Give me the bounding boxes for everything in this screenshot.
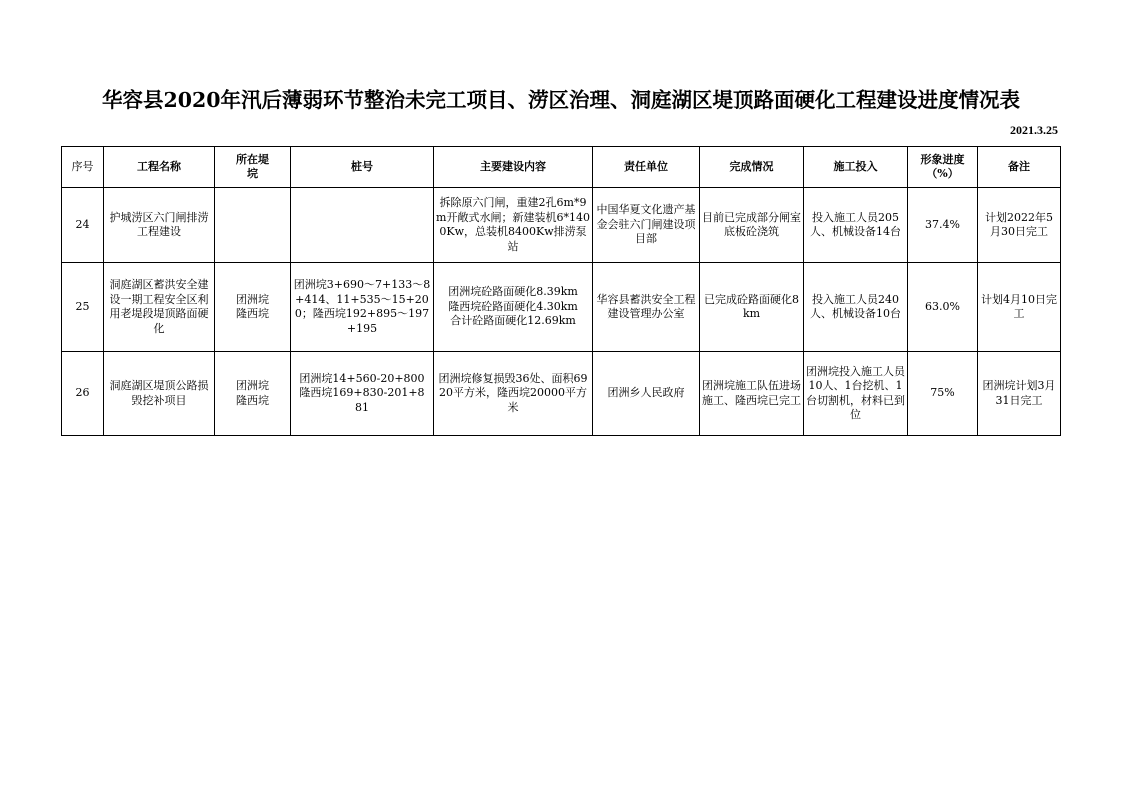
cell-name: 洞庭湖区堤顶公路损毁挖补项目 (104, 352, 215, 436)
cell-stake: 团洲垸3+690～7+133～8+414、11+535～15+200；隆西垸192+895～197+195 (291, 263, 434, 352)
cell-stake: 团洲垸14+560-20+800隆西垸169+830-201+881 (291, 352, 434, 436)
table-row (62, 188, 1061, 263)
cell-unit: 中国华夏文化遗产基金会驻六门闸建设项目部 (593, 188, 700, 263)
table-header-row (62, 147, 1061, 188)
cell-embankment: 团洲垸隆西垸 (215, 263, 291, 352)
header-remark: 备注 (978, 147, 1061, 188)
page-title: 华容县2020年汛后薄弱环节整治未完工项目、涝区治理、洞庭湖区堤顶路面硬化工程建设进度情况表 (101, 88, 1021, 112)
cell-status: 团洲垸施工队伍进场施工、隆西垸已完工 (700, 352, 804, 436)
cell-input: 团洲垸投入施工人员10人、1台挖机、1台切割机，材料已到位 (804, 352, 908, 436)
cell-remark: 团洲垸计划3月31日完工 (978, 352, 1061, 436)
cell-progress: 63.0% (908, 263, 978, 352)
cell-content: 拆除原六门闸，重建2孔6m*9m开敞式水闸；新建装机6*1400Kw，总装机8400Kw排涝泵站 (434, 188, 593, 263)
cell-stake (291, 188, 434, 263)
header-content: 主要建设内容 (434, 147, 593, 188)
cell-input: 投入施工人员205人、机械设备14台 (804, 188, 908, 263)
header-no: 序号 (62, 147, 104, 188)
cell-embankment (215, 188, 291, 263)
cell-progress: 75% (908, 352, 978, 436)
table-row (62, 263, 1061, 352)
cell-input: 投入施工人员240人、机械设备10台 (804, 263, 908, 352)
progress-table (61, 146, 1061, 436)
cell-content: 团洲垸砼路面硬化8.39km隆西垸砼路面硬化4.30km合计砼路面硬化12.69km (434, 263, 593, 352)
cell-unit: 团洲乡人民政府 (593, 352, 700, 436)
cell-content: 团洲垸修复损毁36处、面积6920平方米，隆西垸20000平方米 (434, 352, 593, 436)
report-date: 2021.3.25 (1010, 123, 1058, 137)
cell-embankment: 团洲垸隆西垸 (215, 352, 291, 436)
cell-no: 25 (62, 263, 104, 352)
cell-remark: 计划2022年5月30日完工 (978, 188, 1061, 263)
header-input: 施工投入 (804, 147, 908, 188)
cell-remark: 计划4月10日完工 (978, 263, 1061, 352)
header-unit: 责任单位 (593, 147, 700, 188)
header-name: 工程名称 (104, 147, 215, 188)
cell-no: 24 (62, 188, 104, 263)
cell-status: 已完成砼路面硬化8km (700, 263, 804, 352)
header-status: 完成情况 (700, 147, 804, 188)
table-row (62, 352, 1061, 436)
cell-name: 洞庭湖区蓄洪安全建设一期工程安全区利用老堤段堤顶路面硬化 (104, 263, 215, 352)
cell-no: 26 (62, 352, 104, 436)
cell-progress: 37.4% (908, 188, 978, 263)
cell-status: 目前已完成部分闸室底板砼浇筑 (700, 188, 804, 263)
header-embankment: 所在堤垸 (215, 147, 291, 188)
cell-unit: 华容县蓄洪安全工程建设管理办公室 (593, 263, 700, 352)
header-stake: 桩号 (291, 147, 434, 188)
header-progress: 形象进度（%） (908, 147, 978, 188)
cell-name: 护城涝区六门闸排涝工程建设 (104, 188, 215, 263)
